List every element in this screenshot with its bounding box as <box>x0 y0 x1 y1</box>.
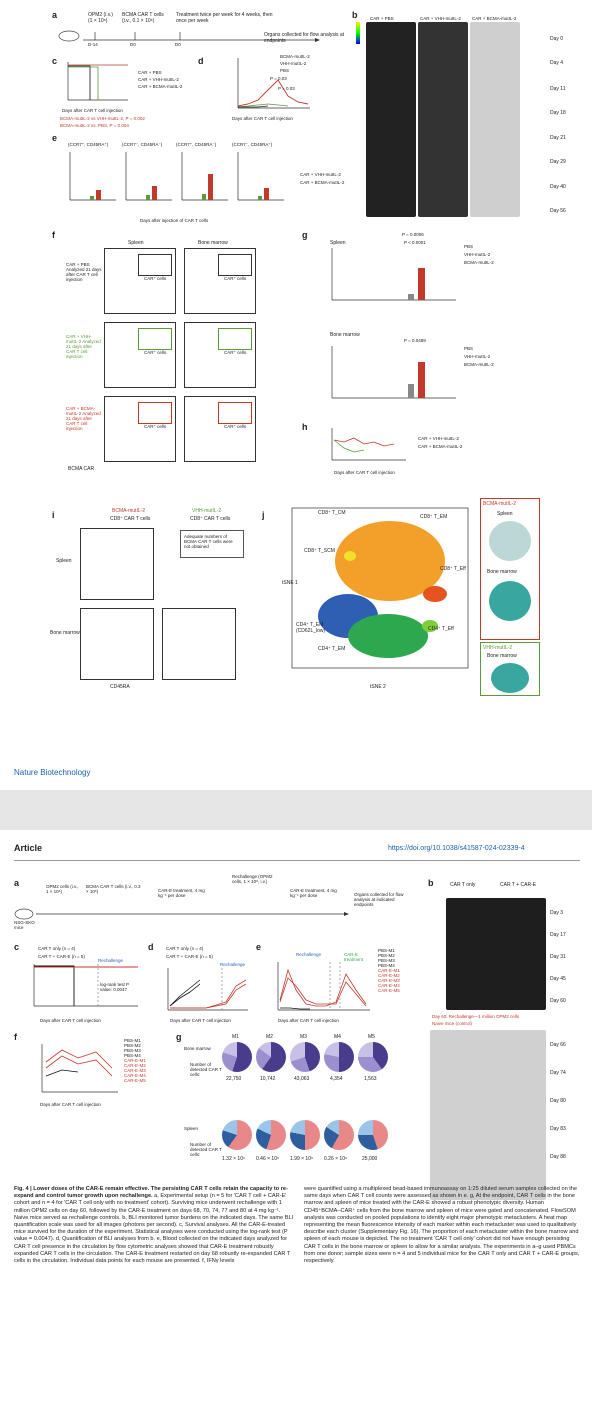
fig4-b-day-17: Day 17 <box>550 932 566 938</box>
fig4-g-bm-count-4: 4,354 <box>330 1076 343 1082</box>
panel-e-subset-1: (CCR7⁺, CD45RA⁺) <box>68 142 109 147</box>
panel-g-legend-2: VHH-mutIL-2 <box>464 252 491 257</box>
fig4-d-legend-1: CAR T only (n = 4) <box>166 946 204 951</box>
figure-caption-left <box>14 1186 294 1265</box>
panel-d-legend-3: PBS <box>280 68 290 73</box>
panel-j-side-box-2 <box>480 642 540 696</box>
panel-j-xlabel: tSNE 2 <box>370 684 386 690</box>
fig4-b-naive: Naive mice (control) <box>432 1021 473 1026</box>
legend-item: CAR-E-M5 <box>378 988 400 993</box>
fig4-c-rechallenge: Rechallenge <box>98 958 124 963</box>
panel-a-step-4: Organs collected for flow analysis at endpoints <box>264 32 345 44</box>
pie-chart <box>222 1120 252 1150</box>
panel-j-side-5: Bone marrow <box>487 653 517 659</box>
panel-d-p-2: P = 0.03 <box>278 86 295 91</box>
fig4-d-rechallenge: Rechallenge <box>220 962 246 967</box>
panel-e-label: e <box>52 133 58 143</box>
panel-i-sub-2: CD8⁺ CAR T cells <box>190 516 231 522</box>
fig4-g-bm-count-3: 43,063 <box>294 1076 310 1082</box>
panel-b-label: b <box>352 10 358 20</box>
fig4-g-m4: M4 <box>334 1034 341 1040</box>
panel-b-day-56: Day 56 <box>550 208 566 214</box>
panel-g-legend-6: BCMA-mutIL-2 <box>464 362 494 367</box>
fig4-g-sp-count-4: 0.26 × 10⁶ <box>324 1156 348 1162</box>
panel-i-head-2: VHH-mutIL-2 <box>192 508 222 514</box>
pie-chart <box>324 1042 354 1072</box>
panel-i-note-box <box>180 530 244 558</box>
panel-f-grid <box>104 248 274 463</box>
fig4-d-legend-2: CAR T + CAR-E (n = 5) <box>166 954 213 959</box>
fig4-a-step-1: OPM2 cells (i.v., 1 × 10⁶) <box>46 884 79 894</box>
panel-a-step-3: Treatment twice per week for 4 weeks, then once per week <box>176 12 273 24</box>
fig4-f-label: f <box>14 1032 17 1042</box>
panel-e-legend-1: CAR + VHH-mutIL-2 <box>300 172 341 177</box>
pie-chart <box>222 1042 252 1072</box>
fig4-g-bm-count-2: 10,742 <box>260 1076 276 1082</box>
panel-j-side-1: BCMA-mutIL-2 <box>483 501 517 507</box>
fig4-c-xlabel: Days after CAR T cell injection <box>40 1018 101 1023</box>
panel-g-label: g <box>302 230 308 240</box>
fig4-b-day-3: Day 3 <box>550 910 564 916</box>
panel-d-label: d <box>198 56 204 66</box>
fig4-b-day-83: Day 83 <box>550 1126 566 1132</box>
panel-b-images <box>366 22 541 217</box>
fig4-a-step-5: CAR-E treatment, 4 mg kg⁻¹ per dose <box>290 888 337 898</box>
flow-plot <box>80 608 154 680</box>
panel-c-legend-2: CAR + VHH-mutIL-2 <box>138 77 179 82</box>
fig4-e-xlabel: Days after CAR T cell injection <box>278 1018 339 1023</box>
caption-left-text: a, Experimental setup (n = 5 for 'CAR T cell + CAR-E' cohort and n = 4 for 'CAR T cell only with no treatment' cohort). Surviving mice underwent rechallenge with 1 million OPM2 cells on day 60, followed by the CAR-E treatment on days 68, 70, 74, 77 and 80 at 4 mg kg⁻¹. Naive mice served as rechallenge controls. b, BLI monitored tumor burdens on the indicated days. The same BLI quantification scale was used for all images (photons per second). c, Survival analyses. All the CAR-E-treated mice survived for the duration of the experiment. Statistical analyses were conducted using the log-rank test (P value = 0.0047). d, Quantification of BLI analyses from b. e, Blood collected on the indicated days analyzed for CAR T cell presence in the circulation by flow cytometric analyses showed that CAR-E treatment robustly expanded CAR T cells in the circulation. The CAR-E treatment restarted on day 68 robustly re-expanded CAR T cells in the circulation. Individual data points for each mouse are presented. f, IFNγ levels <box>14 1193 294 1265</box>
panel-i-head-1: BCMA-mutIL-2 <box>112 508 146 514</box>
top-figure <box>0 0 592 700</box>
tsne-thumb <box>489 581 531 621</box>
fig4-b-label: b <box>428 878 434 888</box>
panel-h-label: h <box>302 422 308 432</box>
flow-plot <box>80 528 154 600</box>
fig4-c-legend-2: CAR T + CAR-E (n = 5) <box>38 954 85 959</box>
fig4-f-plot <box>40 1042 120 1098</box>
panel-f-label: f <box>52 230 55 240</box>
fig4-a-step-6: Organs collected for flow analysis at indicated endpoints <box>354 892 404 907</box>
fig4-a-step-2: BCMA CAR T cells (i.v., 0.3 × 10⁶) <box>86 884 141 894</box>
panel-e-plots <box>66 150 291 212</box>
fig4-b-day-66: Day 66 <box>550 1042 566 1048</box>
panel-g-title-bm: Bone marrow <box>330 332 360 338</box>
pie-chart <box>358 1120 388 1150</box>
tsne-thumb <box>491 663 529 693</box>
gate-label: CAR⁺ cells <box>224 350 247 355</box>
legend-item: CAR-E-M5 <box>124 1078 146 1083</box>
legend-item: PBS-M4 <box>124 1053 141 1058</box>
pie-chart <box>256 1120 286 1150</box>
fig4-c-label: c <box>14 942 20 952</box>
legend-item: PBS-M1 <box>124 1038 141 1043</box>
panel-b-day-40: Day 40 <box>550 184 566 190</box>
panel-b-group-1: CAR + PBS <box>370 16 394 21</box>
fig4-g-m1: M1 <box>232 1034 239 1040</box>
panel-h-legend-1: CAR + VHH-mutIL-2 <box>418 436 459 441</box>
gate-box <box>218 402 252 424</box>
fig4-e-rechallenge: Rechallenge <box>296 952 322 957</box>
panel-g-legend-3: BCMA-mutIL-2 <box>464 260 494 265</box>
panel-h-xlabel: Days after CAR T cell injection <box>334 470 395 475</box>
panel-j-cluster-2: CD8⁺ T_EM <box>420 514 448 520</box>
fig4-b-day-31: Day 31 <box>550 954 566 960</box>
fig4-a-mice: NSG-SKO mice <box>14 920 35 930</box>
panel-g-spleen-plot <box>330 246 460 306</box>
panel-h-legend-2: CAR + BCMA-mutIL-2 <box>418 444 463 449</box>
legend-item: PBS-M2 <box>378 953 395 958</box>
panel-b-day-11: Day 11 <box>550 86 566 92</box>
panel-g-p-1: P = 0.0006 <box>402 232 424 237</box>
panel-e-xlabel: Days after injection of CAR T cells <box>140 218 209 223</box>
fig4-g-bm-count-1: 22,750 <box>226 1076 242 1082</box>
panel-e-legend-2: CAR + BCMA-mutIL-2 <box>300 180 345 185</box>
panel-b-group-3: CAR + BCMA-mutIL-2 <box>472 16 517 21</box>
panel-g-legend-5: VHH-mutIL-2 <box>464 354 491 359</box>
panel-e-subset-4: (CCR7⁻, CD45RA⁺) <box>232 142 273 147</box>
fig4-g-row-spleen: Spleen <box>184 1126 199 1131</box>
fig4-a-label: a <box>14 878 20 888</box>
pie-chart <box>290 1120 320 1150</box>
fig4-b-bli-top <box>446 898 546 1010</box>
legend-item: PBS-M3 <box>124 1048 141 1053</box>
panel-f-row-1: CAR + PBS Analyzed 21 days after CAR T cell injection <box>66 262 102 282</box>
panel-j-cluster-5: CD4⁺ T_EM (CD62L_low) <box>296 622 326 634</box>
figure-caption-right <box>304 1186 580 1265</box>
panel-e-subset-3: (CCR7⁺, CD45RA⁻) <box>176 142 217 147</box>
fig4-b-bli-bottom <box>430 1030 546 1200</box>
legend-item: PBS-M2 <box>124 1043 141 1048</box>
caption-right-text: were quantified using a multiplexed bead-based immunoassay on 1:25 diluted serum samples collected on the same days when CAR T cell counts were assessed as shown in e. g, At the endpoint, CAR T cells in the bone marrow and spleen of mice treated with the CAR-E showed a robust phenotypic diversity. Human CD45⁺BCMA–CAR⁺ cells from the bone marrow and spleen of mice were gated and concatenated. FlowSOM analysis was conducted on pooled populations to identify eight major phenotypic metaclusters. A heat map representing the mean fluorescence intensity of each marker within each metacluster was used to qualitatively describe each cluster (Supplementary Fig. 16). The proportion of each metacluster within the bone marrow and spleen of each mouse is depicted. The no treatment 'CAR T cell only' cohort did not have enough persisting CAR T cells in the bone marrow or spleen to allow for a similar analysis. The experiments in a–g used PBMCs from one donor; sample sizes were n = 4 and 5 individual mice for the CAR T only and CAR T + CAR-E groups, respectively. <box>304 1186 580 1265</box>
panel-a-step-2: BCMA CAR T cells (i.v., 0.1 × 10⁶) <box>122 12 164 24</box>
fig4-b-day-60: Day 60 <box>550 998 566 1004</box>
panel-g-bm-plot <box>330 344 460 404</box>
panel-d-xlabel: Days after CAR T cell injection <box>232 116 293 121</box>
panel-c-label: c <box>52 56 58 66</box>
fig4-e-note: CAR-E treatment <box>344 952 364 962</box>
fig4-g-m3: M3 <box>300 1034 307 1040</box>
gate-label: CAR⁺ cells <box>224 424 247 429</box>
panel-a-label: a <box>52 10 58 20</box>
legend-item: CAR-E-M1 <box>124 1058 146 1063</box>
gate-label: CAR⁺ cells <box>144 424 167 429</box>
panel-a-step-1: OPM2 (i.v.) <box>88 12 113 18</box>
fig4-b-day-45: Day 45 <box>550 976 566 982</box>
panel-f-row-2: CAR + VHH-mutIL-2 Analyzed 21 days after CAR T cell injection <box>66 334 101 359</box>
bli-scale-bar <box>356 22 360 44</box>
panel-j-cluster-1: CD8⁺ T_CM <box>318 510 346 516</box>
fig4-f-legend <box>124 1038 164 1083</box>
tsne-thumb <box>489 521 531 561</box>
fig4-d-label: d <box>148 942 154 952</box>
panel-j-side-box <box>480 498 540 640</box>
page-separator <box>0 790 592 830</box>
fig4-g-m2: M2 <box>266 1034 273 1040</box>
panel-f-xlabel: BCMA CAR <box>68 466 95 472</box>
legend-item: CAR-E-M4 <box>124 1073 146 1078</box>
panel-a-day-3: D0 <box>175 42 181 47</box>
gate-box <box>218 328 252 350</box>
legend-item: CAR-E-M4 <box>378 983 400 988</box>
journal-name: Nature Biotechnology <box>14 768 91 777</box>
legend-item: PBS-M3 <box>378 958 395 963</box>
fig4-g-row-bm: Bone marrow <box>184 1046 211 1051</box>
legend-item: CAR-E-M2 <box>378 973 400 978</box>
panel-j-side-2: Spleen <box>497 511 513 517</box>
fig4-g-bm-count-5: 1,563 <box>364 1076 377 1082</box>
legend-item: PBS-M4 <box>378 963 395 968</box>
fig4-b-group-2: CAR T + CAR-E <box>500 882 537 888</box>
panel-i-row-bm: Bone marrow <box>50 630 80 636</box>
panel-g-p-2: P < 0.0001 <box>404 240 426 245</box>
pie-chart <box>290 1042 320 1072</box>
fig4-b-day-80: Day 80 <box>550 1098 566 1104</box>
legend-item: CAR-E-M3 <box>124 1068 146 1073</box>
panel-d-legend-1: BCMA-mutIL-2 <box>280 54 310 59</box>
fig4-f-xlabel: Days after CAR T cell injection <box>40 1102 101 1107</box>
fig4-c-legend-1: CAR T only (n = 4) <box>38 946 76 951</box>
bli-column-vhh <box>418 22 468 217</box>
article-rule <box>14 860 580 861</box>
fig4-g-label: g <box>176 1032 182 1042</box>
fig4-b-day-74: Day 74 <box>550 1070 566 1076</box>
fig4-b-group-1: CAR T only <box>450 882 476 888</box>
panel-i-sub-1: CD8⁺ CAR T cells <box>110 516 151 522</box>
pie-chart <box>324 1120 354 1150</box>
gate-box <box>138 254 172 276</box>
gate-box <box>138 328 172 350</box>
fig4-e-legend <box>378 948 424 993</box>
panel-c-legend-3: CAR + BCMA-mutIL-2 <box>138 84 183 89</box>
panel-b-day-4: Day 4 <box>550 60 564 66</box>
panel-c-legend-1: CAR + PBS <box>138 70 162 75</box>
legend-item: CAR-E-M2 <box>124 1063 146 1068</box>
fig4-b-day-88: Day 88 <box>550 1154 566 1160</box>
panel-b-day-29: Day 29 <box>550 159 566 165</box>
fig4-g-count-label-2: Number of detected CAR T cells: <box>190 1142 222 1157</box>
panel-d-legend-2: VHH-mutIL-2 <box>280 61 307 66</box>
fig4-d-xlabel: Days after CAR T cell injection <box>170 1018 231 1023</box>
pie-chart <box>256 1042 286 1072</box>
panel-b-group-2: CAR + VHH-mutIL-2 <box>420 16 461 21</box>
gate-box <box>218 254 252 276</box>
caption-title: Fig. 4 | Lower doses of the CAR-E remain effective. The persisting CAR T cells retain the capacity to re-expand and control tumor growth upon rechallenge. <box>14 1186 288 1200</box>
gate-label: CAR⁺ cells <box>144 276 167 281</box>
panel-f-row-3: CAR + BCMA-mutIL-2 Analyzed 21 days after CAR T cell injection <box>66 406 101 431</box>
fig4-g-count-label: Number of detected CAR T cells: <box>190 1062 222 1077</box>
fig4-d-plot <box>166 966 250 1016</box>
panel-a-day-1: D-14 <box>88 42 98 47</box>
panel-e-subset-2: (CCR7⁻, CD45RA⁻) <box>122 142 163 147</box>
panel-c-stat-2: BCMA-mutIL-2 vs. PBS, P = 0.004 <box>60 123 129 128</box>
fig4-b-rechallenge: Day 60: Rechallenge—1 million OPM2 cells <box>432 1014 520 1019</box>
panel-j-side-4: VHH-mutIL-2 <box>483 645 513 651</box>
panel-f-col-spleen: Spleen <box>128 240 144 246</box>
panel-c-xlabel: Days after CAR T cell injection <box>62 108 123 113</box>
fig4-e-label: e <box>256 942 262 952</box>
panel-d-p-1: P = 0.03 <box>270 76 287 81</box>
panel-j-ylabel: tSNE 1 <box>282 580 298 586</box>
fig4-a-step-4: Rechallenge (OPM2 cells, 1 × 10⁶, i.v.) <box>232 874 273 884</box>
panel-b-day-21: Day 21 <box>550 135 566 141</box>
panel-i-label: i <box>52 510 55 520</box>
fig4-g-m5: M5 <box>368 1034 375 1040</box>
panel-g-p-3: P = 0.0489 <box>404 338 426 343</box>
bli-column-bcma <box>470 22 520 217</box>
fig4-c-stats: log-rank test P value: 0.0047 <box>100 982 129 992</box>
panel-j-label: j <box>262 510 265 520</box>
gate-box <box>138 402 172 424</box>
panel-b-day-0: Day 0 <box>550 36 564 42</box>
panel-c-stat-1: BCMA-mutIL-2 vs VHH-mutIL-2, P = 0.002 <box>60 116 145 121</box>
panel-j-cluster-4: CD8⁺ T_Eff <box>440 566 466 572</box>
panel-i-xlabel: CD45RA <box>110 684 130 690</box>
fig4-a-step-3: CAR-E treatment, 4 mg kg⁻¹ per dose <box>158 888 205 898</box>
panel-j-tsne <box>290 506 470 676</box>
fig4-e-plot <box>276 960 372 1016</box>
panel-i-note: Adequate numbers of BCMA CAR T cells were not obtained <box>184 534 233 549</box>
panel-j-cluster-6: CD4⁺ T_Eff <box>428 626 454 632</box>
fig4-g-sp-count-1: 1.32 × 10⁶ <box>222 1156 246 1162</box>
doi-link[interactable]: https://doi.org/10.1038/s41587-024-02339-4 <box>388 845 525 852</box>
legend-item: CAR-E-M3 <box>378 978 400 983</box>
fig4-g-sp-count-2: 0.46 × 10⁶ <box>256 1156 280 1162</box>
panel-i-row-spleen: Spleen <box>56 558 72 564</box>
panel-h-plot <box>330 426 410 466</box>
mouse-icon <box>59 31 79 41</box>
panel-g-title-spleen: Spleen <box>330 240 346 246</box>
panel-j-cluster-7: CD4⁺ T_EM <box>318 646 346 652</box>
flow-plot <box>162 608 236 680</box>
gate-label: CAR⁺ cells <box>144 350 167 355</box>
legend-item: CAR-E-M1 <box>378 968 400 973</box>
panel-a-day-2: D0 <box>130 42 136 47</box>
panel-g-legend-4: PBS <box>464 346 474 351</box>
panel-c-survival-plot <box>60 60 130 105</box>
panel-f-col-bm: Bone marrow <box>198 240 228 246</box>
fig4-g-sp-count-3: 1.99 × 10⁶ <box>290 1156 314 1162</box>
panel-j-cluster-3: CD8⁺ T_SCM <box>304 548 335 554</box>
legend-item: PBS-M1 <box>378 948 395 953</box>
panel-j-side-3: Bone marrow <box>487 569 517 575</box>
panel-b-day-18: Day 18 <box>550 110 566 116</box>
panel-a-cells: (1 × 10⁶) <box>88 18 108 24</box>
gate-label: CAR⁺ cells <box>224 276 247 281</box>
article-label: Article <box>14 843 43 853</box>
fig4-g-sp-count-5: 25,000 <box>362 1156 378 1162</box>
panel-g-legend-1: PBS <box>464 244 474 249</box>
bli-column-pbs <box>366 22 416 217</box>
pie-chart <box>358 1042 388 1072</box>
